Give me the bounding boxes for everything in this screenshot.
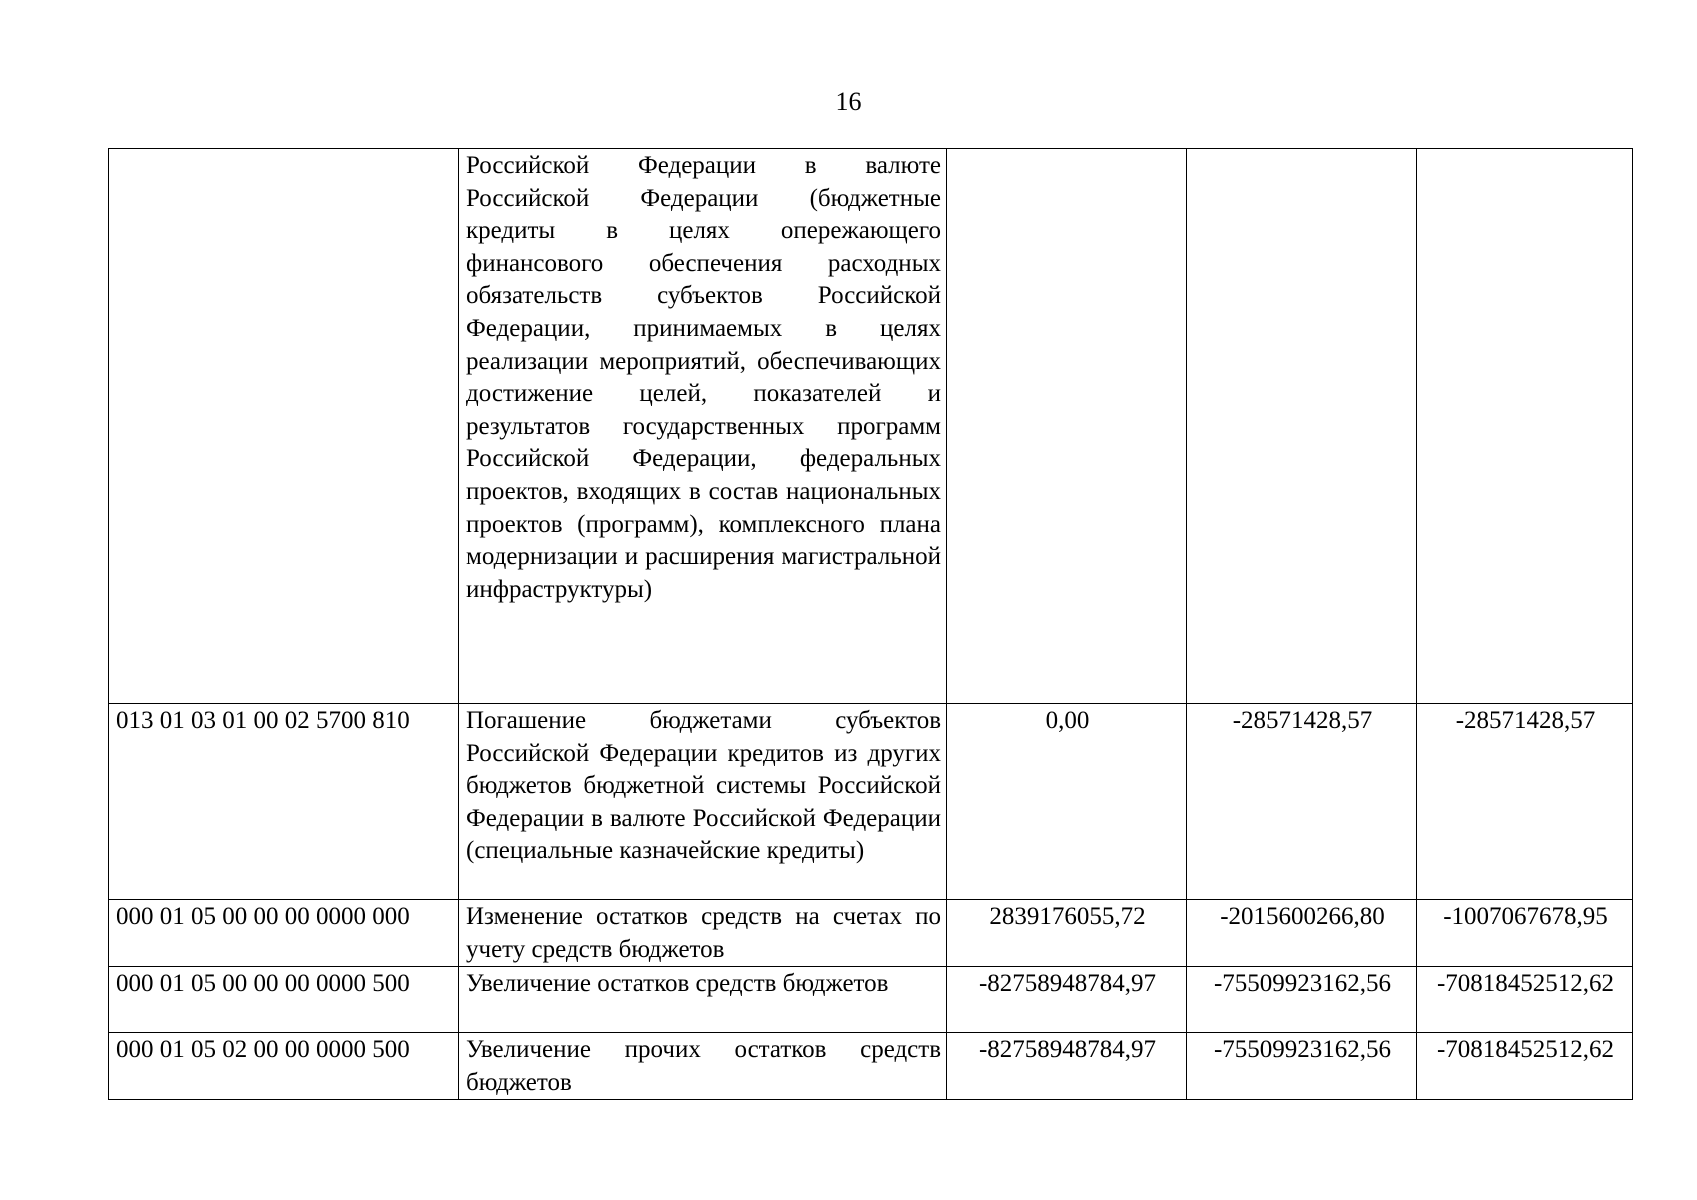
table-row [109, 967, 1633, 1033]
value-cell-2: -2015600266,80 [1187, 900, 1417, 967]
table-row [109, 149, 1633, 704]
table-row [109, 900, 1633, 967]
budget-code-cell: 000 01 05 00 00 00 0000 500 [109, 967, 459, 1033]
budget-code-cell [109, 149, 459, 704]
value-cell-1: -82758948784,97 [947, 1033, 1187, 1100]
value-cell-3: -1007067678,95 [1417, 900, 1633, 967]
budget-code-cell: 000 01 05 02 00 00 0000 500 [109, 1033, 459, 1100]
budget-code-cell: 000 01 05 00 00 00 0000 000 [109, 900, 459, 967]
value-cell-1: 2839176055,72 [947, 900, 1187, 967]
table-row [109, 704, 1633, 900]
table-row [109, 1033, 1633, 1100]
description-cell: Погашение бюджетами субъектов Российской Федерации кредитов из других бюджетов бюджетной системы Российской Федерации в валюте Российской Федерации (специальные казначейские кредиты) [459, 704, 947, 900]
value-cell-1: -82758948784,97 [947, 967, 1187, 1033]
value-cell-3: -70818452512,62 [1417, 967, 1633, 1033]
value-cell-2 [1187, 149, 1417, 704]
value-cell-3 [1417, 149, 1633, 704]
description-cell: Увеличение остатков средств бюджетов [459, 967, 947, 1033]
budget-code-cell: 013 01 03 01 00 02 5700 810 [109, 704, 459, 900]
value-cell-1 [947, 149, 1187, 704]
description-cell: Увеличение прочих остатков средств бюджетов [459, 1033, 947, 1100]
value-cell-2: -75509923162,56 [1187, 1033, 1417, 1100]
value-cell-3: -70818452512,62 [1417, 1033, 1633, 1100]
budget-sources-table [108, 148, 1633, 1100]
page-number: 16 [835, 87, 862, 116]
value-cell-3: -28571428,57 [1417, 704, 1633, 900]
value-cell-2: -28571428,57 [1187, 704, 1417, 900]
value-cell-1: 0,00 [947, 704, 1187, 900]
description-cell: Изменение остатков средств на счетах по учету средств бюджетов [459, 900, 947, 967]
value-cell-2: -75509923162,56 [1187, 967, 1417, 1033]
description-cell: Российской Федерации в валюте Российской Федерации (бюджетные кредиты в целях опережающего финансового обеспечения расходных обязательств субъектов Российской Федерации, принимаемых в целях реализации мероприятий, обеспечивающих достижение целей, показателей и результатов государственных программ Российской Федерации, федеральных проектов, входящих в состав национальных проектов (программ), комплексного плана модернизации и расширения магистральной инфраструктуры) [459, 149, 947, 704]
